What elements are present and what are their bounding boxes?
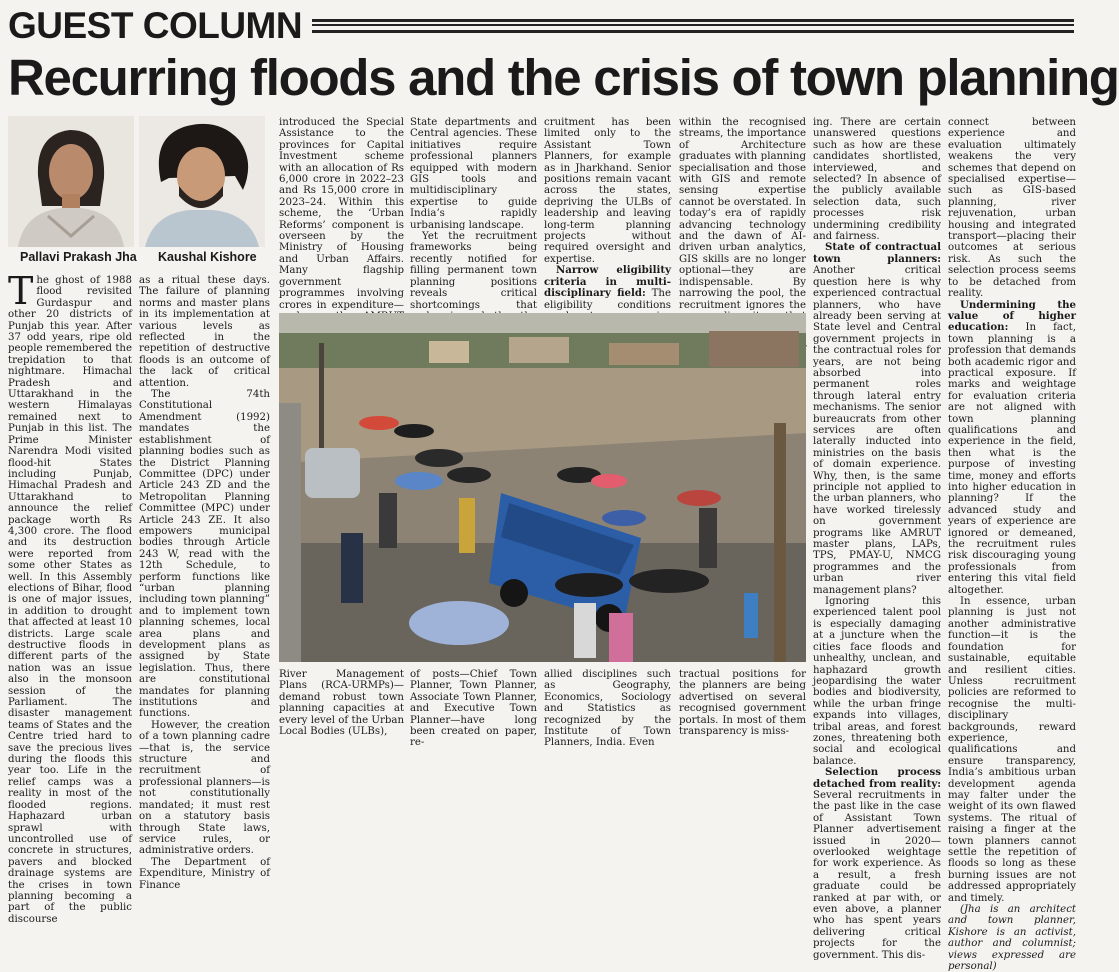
paragraph: allied disciplines such as Geography, Economics, Sociology and Statistics as recognized by the Institute of Town Planners, India. Even bbox=[544, 669, 671, 749]
paragraph bbox=[948, 300, 1076, 597]
column-8 bbox=[948, 117, 1076, 972]
author-photo-2 bbox=[139, 116, 265, 247]
lede-text: he ghost of 1988 flood revisited Gurdaspur and other 20 districts of Punjab this year. After 37 odd years, ripe old people remembered the trepidation to that nightmare. Himachal Pradesh and Uttarakhand in the western Himalayas remained next to Punjab in this list. The Prime Minister Narendra Modi visited flood-hit States including Punjab, Himachal Pradesh and Uttarakhand to announce the relief package worth Rs 4,300 crore. The flood and its destruction were reported from some other States as well. In this Assembly elections of Bihar, flood is one of major issues, in addition to drought that affected at least 10 districts. Large scale destructive floods in different parts of the nation was an issue also in the monsoon session of the Parliament. The disaster management teams of States and the Centre tried hard to save the precious lives during the floods this year too. Life in the relief camps was a reality in most of the flooded regions. Haphazard urban sprawl with uncontrolled use of concrete in structures, pavers and blocked drainage systems are the crises in town planning becoming a part of the public discourse bbox=[8, 275, 132, 925]
paragraph: State departments and Central agencies. These initiatives require professional planners equipped with modern GIS tools and multidisciplinary expertise to guide India’s rapidly urbanising landscape. bbox=[410, 117, 537, 231]
column-6-top bbox=[679, 117, 806, 311]
column-4-top bbox=[410, 117, 537, 311]
subhead: Undermining the value of higher education: bbox=[948, 298, 1076, 334]
paragraph bbox=[813, 242, 941, 596]
paragraph: tractual positions for the planners are being advertised on several recognised government portals. In most of them transparency is miss- bbox=[679, 669, 806, 738]
column-1 bbox=[8, 269, 132, 925]
column-5-top bbox=[544, 117, 671, 311]
paragraph: However, the creation of a town planning cadre—that is, the service structure and recruitment of professional planners—is not constitutionally mandated; it must rest on a statutory basis through State laws, service rules, or administrative orders. bbox=[139, 719, 270, 857]
subhead-text: The eligibility conditions bbox=[544, 288, 671, 311]
subhead-text: Several recruitments in the past like in the case of Assistant Town Planner advertisement issued in 2020—overlooked weightage for work experience. As a result, a fresh graduate could be ranked at par with, or even above, a planner who has spent years delivering critical projects for the government. This dis- bbox=[813, 789, 941, 961]
flood-photo bbox=[279, 313, 806, 662]
article-lede bbox=[8, 269, 132, 925]
column-3-bottom bbox=[279, 669, 404, 738]
paragraph: Ignoring this experienced talent pool is especially damaging at a juncture when the cities face floods and unhealthy, unclean, and haphazard growth jeopardising the water bodies and biodiversity, while the urban fringe expands into villages, tribal areas, and forest zones, threatening both social and ecological balance. bbox=[813, 596, 941, 767]
kicker-rule bbox=[312, 19, 1074, 33]
column-5-bottom bbox=[544, 669, 671, 749]
subhead: Narrow eligibility criteria in multi-disciplinary field: bbox=[544, 264, 671, 300]
section-kicker-row bbox=[8, 6, 1074, 46]
paragraph: cruitment has been limited only to the Assistant Town Planners, for example as in Jharkhand. Senior positions remain vacant across the states, depriving the ULBs of leadership and leaving long-term planning projects without required oversight and expertise. bbox=[544, 117, 671, 265]
author-photo-1 bbox=[8, 116, 134, 247]
column-3-top bbox=[279, 117, 404, 311]
author-bio: (Jha is an architect and town planner, Kishore is an activist, author and columnist; views expressed are personal) bbox=[948, 904, 1076, 972]
author-name-1: Pallavi Prakash Jha bbox=[20, 250, 137, 264]
section-kicker: GUEST COLUMN bbox=[8, 5, 303, 46]
drop-cap: T bbox=[8, 269, 34, 313]
column-7 bbox=[813, 117, 941, 961]
column-2 bbox=[139, 275, 270, 891]
paragraph: ing. There are certain unanswered questions such as how are these candidates shortlisted, interviewed, and selected? In absence of the publicly available selection data, such processes risk undermining credibility and fairness. bbox=[813, 117, 941, 243]
paragraph bbox=[813, 767, 941, 961]
paragraph: introduced the Special Assistance to the provinces for Capital Investment scheme with an allocation of Rs 6,000 crore in 2022–23 and Rs 15,000 crore in 2023–24. Within this scheme, the ‘Urban Reforms’ component is overseen by the Ministry of Housing and Urban Affairs. Many flagship government programmes involving crores in expenditure— bbox=[279, 117, 404, 311]
paragraph: within the recognised streams, the importance of Architecture graduates with planning specialisation and those with GIS and remote sensing expertise cannot be overstated. In today’s era of rapidly advancing technology and the dawn of AI-driven urban analytics, GIS skills are no longer optional—they are indispensable. By narrowing the pool, the recruitment ignores the bbox=[679, 117, 806, 311]
paragraph: In essence, urban planning is just not another administrative function—it is the foundation for sustainable, equitable and resilient cities. Unless recruitment policies are reformed to recognise the multi-disciplinary backgrounds, reward experience, qualifications and ensure transparency, India’s ambitious urban development agenda may falter under the weight of its own flawed systems. The ritual of raising a finger at the town planners cannot settle the repetition of floods so long as these burning issues are not addressed appropriately and timely. bbox=[948, 596, 1076, 904]
headline: Recurring floods and the crisis of town planning bbox=[8, 49, 1119, 106]
subhead-text: Another critical question here is why experienced contractual planners, who have already been serving at State level and Central government projects in the contractual roles for years, are not being absorbed into permanent roles through lateral entry mechanisms. The senior bureaucrats from other services are often laterally inducted into ministries on the basis of domain experience. Why, then, is the same principle not applied to the urban planners, who have worked tirelessly on government programs like AMRUT master plans, LAPs, TPS, PMAY-U, NMCG programmes and the urban river management plans? bbox=[813, 265, 941, 596]
subhead: Selection process detached from reality: bbox=[813, 766, 941, 790]
paragraph: The 74th Constitutional Amendment (1992) mandates the establishment of planning bodies such as the District Planning Committee (DPC) under Article 243 ZD and the Metropolitan Planning Committee (MPC) under Article 243 ZE. It also empowers municipal bodies through Article 243 W, read with the 12th Schedule, to perform functions like “urban planning including town planning” and to implement town planning schemes, local area plans and development plans as assigned by State legislation. Thus, there are constitutional mandates for planning institutions and functions. bbox=[139, 389, 270, 720]
paragraph: as a ritual these days. The failure of planning norms and master plans in its implementation at various levels as reflected in the repetition of destructive floods is an outcome of the lack of critical attention. bbox=[139, 275, 270, 389]
paragraph: River Management Plans (RCA-URMPs)—demand robust town planning capacities at every level of the Urban Local Bodies (ULBs), bbox=[279, 669, 404, 738]
paragraph: The Department of Expenditure, Ministry of Finance bbox=[139, 856, 270, 891]
paragraph: of posts—Chief Town Planner, Town Planner, Associate Town Planner, and Executive Town Planner—have long been created on paper, re- bbox=[410, 669, 537, 749]
subhead-text: In fact, town planning is a profession that demands both academic rigor and practical exposure. If marks and weightage for evaluation criteria are not aligned with town planning qualifications and experience in the field, then what is the purpose of investing time, money and efforts into higher education in planning? If the advanced study and years of experience are ignored or demeaned, the recruitment rules risk discouraging young professionals from entering this vital field altogether. bbox=[948, 322, 1076, 596]
column-6-bottom bbox=[679, 669, 806, 738]
paragraph: connect between experience and evaluation ultimately weakens the very schemes that depend on specialised expertise—such as GIS-based planning, river rejuvenation, urban housing and integrated transport—placing their outcomes at serious risk. As such the selection process seems to be detached from reality. bbox=[948, 117, 1076, 300]
author-name-2: Kaushal Kishore bbox=[158, 250, 257, 264]
column-4-bottom bbox=[410, 669, 537, 749]
paragraph: Yet the recruitment frameworks being recently notified for filling permanent town planning positions reveals critical shortcomings that bbox=[410, 231, 537, 311]
subhead: State of contractual town planners: bbox=[813, 241, 941, 265]
